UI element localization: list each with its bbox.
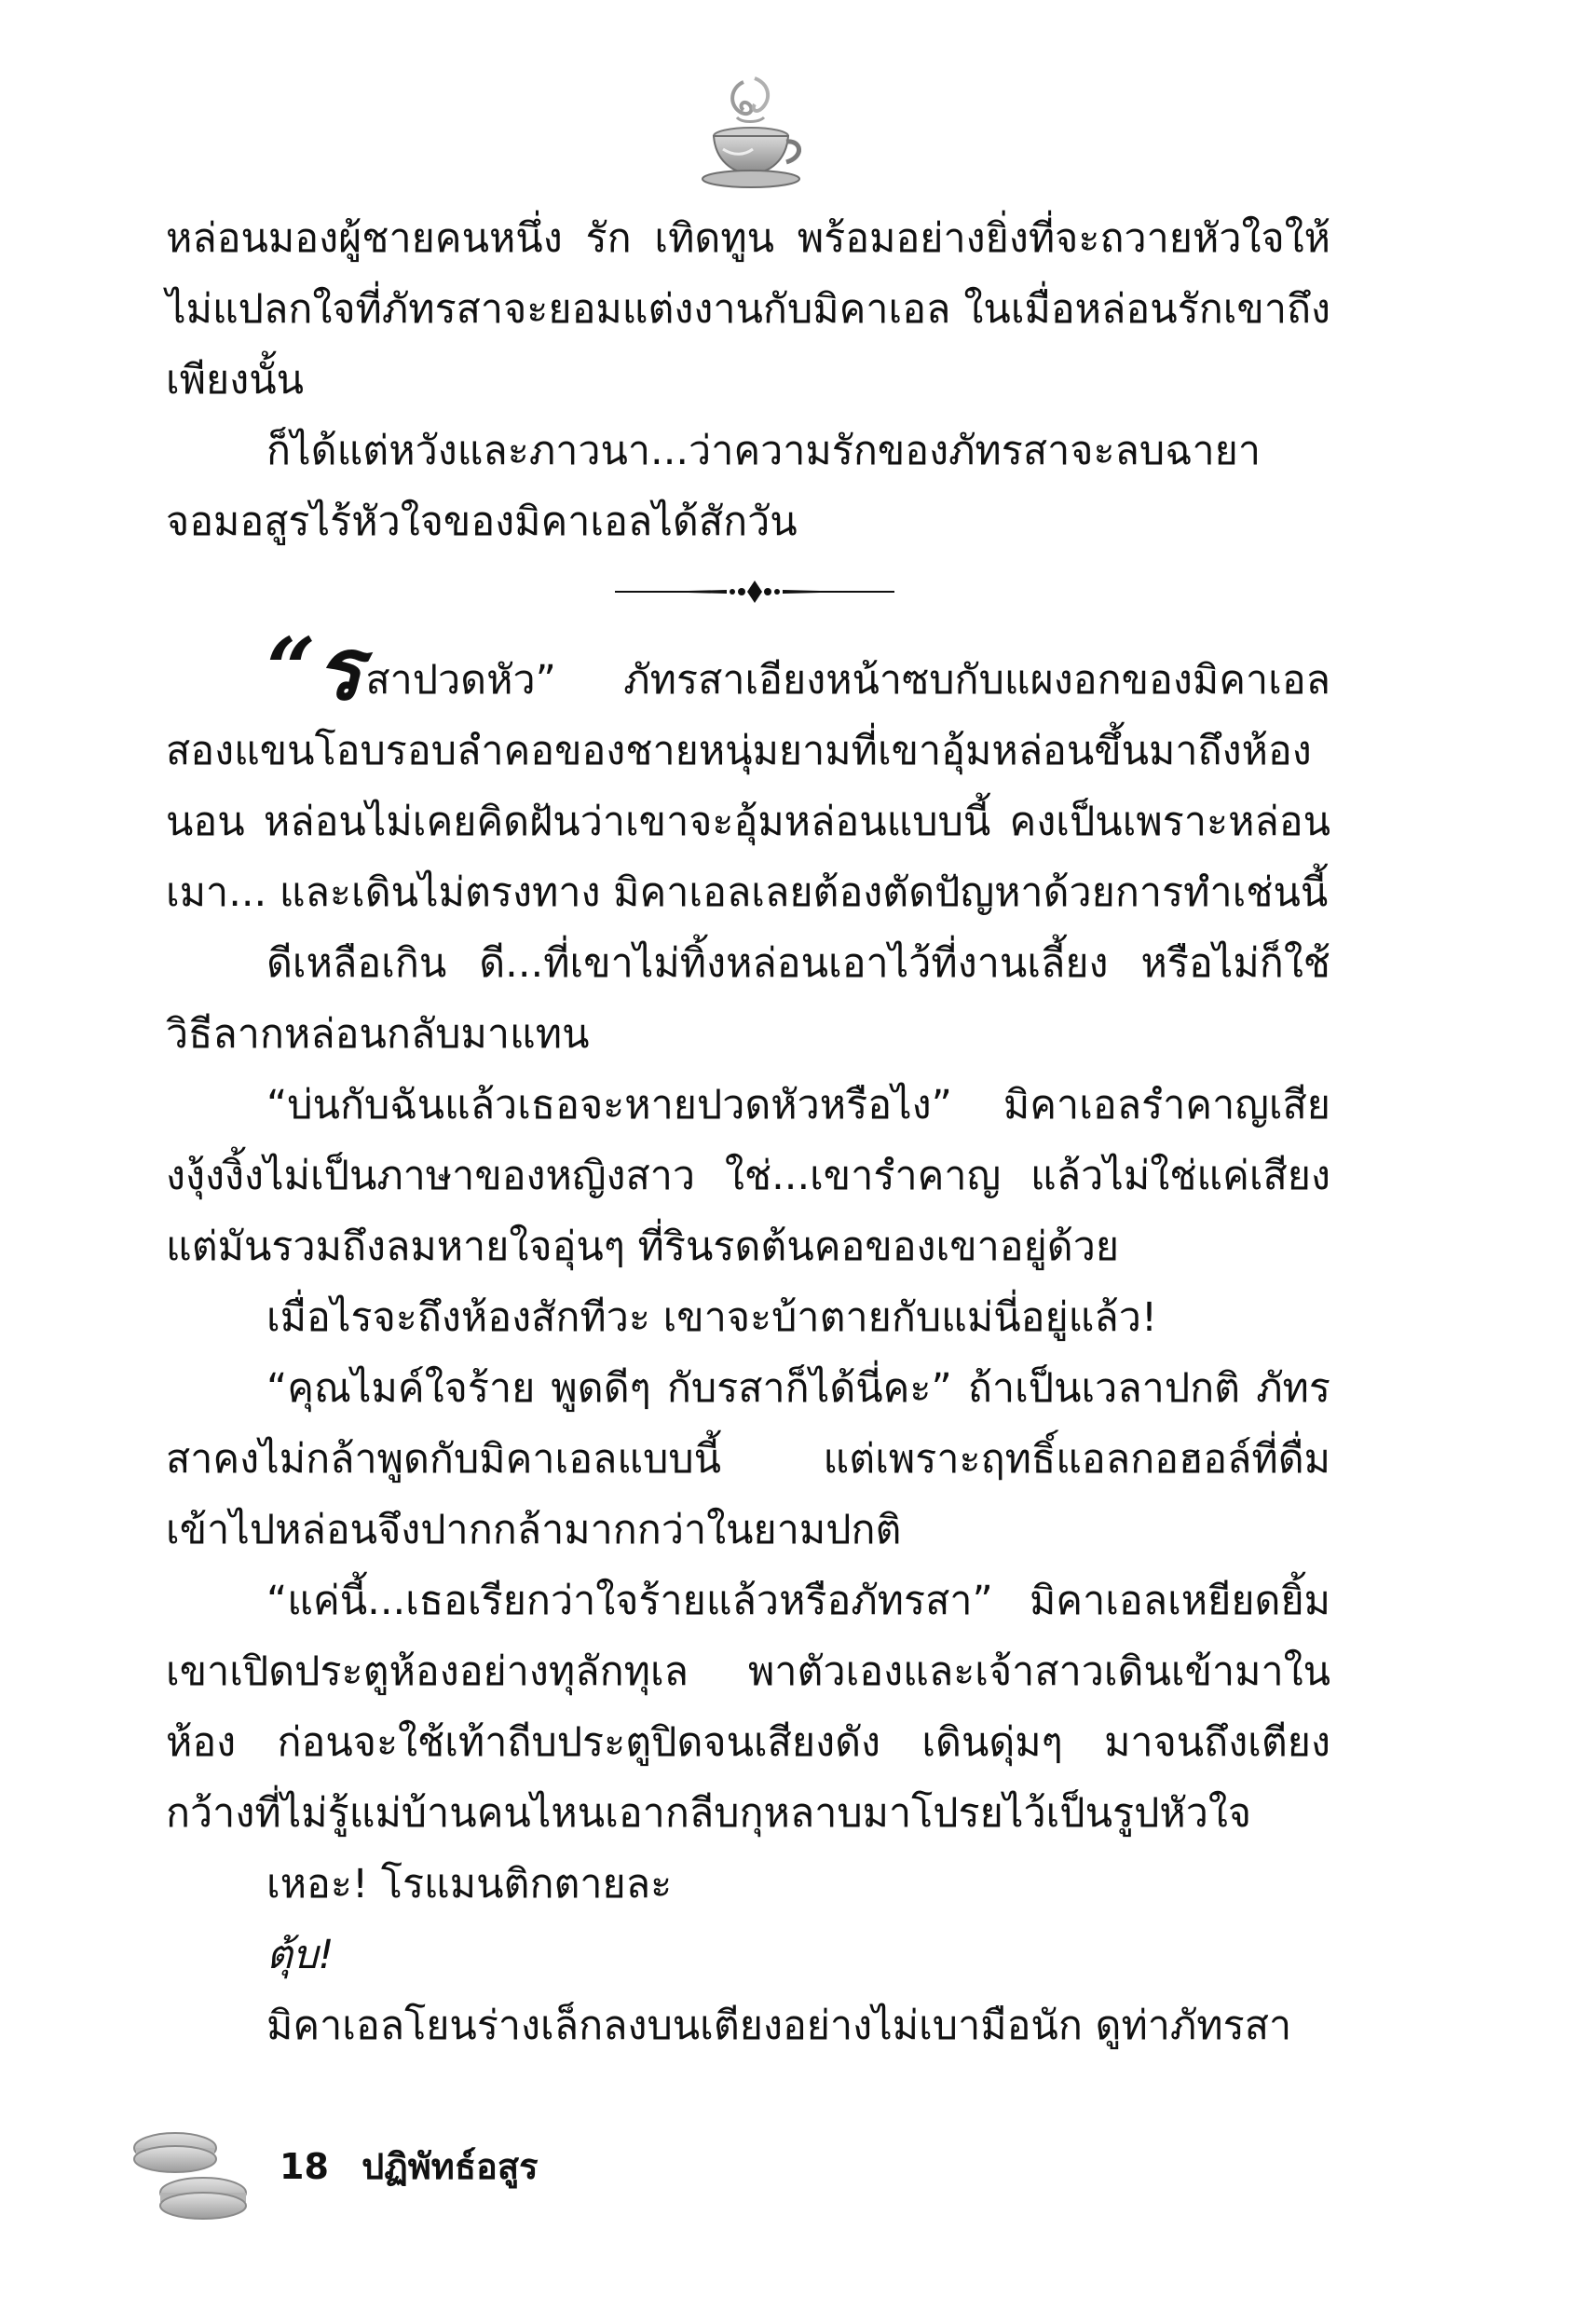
ornamental-divider-icon bbox=[615, 573, 894, 610]
opening-paragraph bbox=[166, 619, 1330, 928]
opening-text: สาปวดหัว” ภัทรสาเอียงหน้าซบกับแผงอกของมิคาเอล สองแขนโอบรอบลำคอของชายหนุ่มยามที่เขาอุ้มหล่อนขึ้นมาถึงห้องนอน หล่อนไม่เคยคิดฝันว่าเขาจะอุ้มหล่อนแบบนี้ คงเป็นเพราะหล่อนเมา... และเดินไม่ตรงทาง มิคาเอลเลยต้องตัดปัญหาด้วยการทำเช่นนี้ bbox=[166, 657, 1330, 916]
paragraph: “คุณไมค์ใจร้าย พูดดีๆ กับรสาก็ได้นี่คะ” ถ้าเป็นเวลาปกติ ภัทรสาคงไม่กล้าพูดกับมิคาเอลแบบนี้ แต่เพราะฤทธิ์แอลกอฮอล์ที่ดื่มเข้าไปหล่อนจึงปากกล้ามากกว่าในยามปกติ bbox=[166, 1365, 1330, 1553]
top-text-block bbox=[166, 203, 1330, 557]
paragraph: หล่อนมองผู้ชายคนหนึ่ง รัก เทิดทูน พร้อมอย่างยิ่งที่จะถวายหัวใจให้ ไม่แปลกใจที่ภัทรสาจะยอมแต่งงานกับมิคาเอล ในเมื่อหล่อนรักเขาถึงเพียงนั้น bbox=[166, 215, 1330, 403]
paragraph: เหอะ! โรแมนติกตายละ bbox=[266, 1861, 673, 1908]
page-footer bbox=[280, 2143, 538, 2190]
paragraph: ก็ได้แต่หวังและภาวนา...ว่าความรักของภัทรสาจะลบฉายาจอมอสูรไร้หัวใจของมิคาเอลได้สักวัน bbox=[166, 428, 1261, 545]
main-text-block bbox=[166, 619, 1330, 2061]
book-title: ปฏิพัทธ์อสูร bbox=[361, 2146, 539, 2187]
teacup-ornament-icon bbox=[686, 75, 816, 196]
paragraph: “บ่นกับฉันแล้วเธอจะหายปวดหัวหรือไง” มิคาเอลรำคาญเสียงงุ้งงิ้งไม่เป็นภาษาของหญิงสาว ใช่...เขารำคาญ แล้วไม่ใช่แค่เสียง แต่มันรวมถึงลมหายใจอุ่นๆ ที่รินรดต้นคอของเขาอยู่ด้วย bbox=[166, 1082, 1330, 1270]
paragraph: มิคาเอลโยนร่างเล็กลงบนเตียงอย่างไม่เบามือนัก ดูท่าภัทรสา bbox=[266, 2003, 1292, 2049]
paragraph: เมื่อไรจะถึงห้องสักทีวะ เขาจะบ้าตายกับแม่นี่อยู่แล้ว! bbox=[266, 1294, 1158, 1341]
paragraph: ดีเหลือเกิน ดี...ที่เขาไม่ทิ้งหล่อนเอาไว้ที่งานเลี้ยง หรือไม่ก็ใช้วิธีลากหล่อนกลับมาแทน bbox=[166, 940, 1330, 1058]
drop-cap: “ร bbox=[266, 619, 362, 719]
page-number: 18 bbox=[280, 2146, 329, 2187]
paragraph: “แค่นี้...เธอเรียกว่าใจร้ายแล้วหรือภัทรสา” มิคาเอลเหยียดยิ้ม เขาเปิดประตูห้องอย่างทุลักทุเล พาตัวเองและเจ้าสาวเดินเข้ามาในห้อง ก่อนจะใช้เท้าถีบประตูปิดจนเสียงดัง เดินดุ่มๆ มาจนถึงเตียงกว้างที่ไม่รู้แม่บ้านคนไหนเอากลีบกุหลาบมาโปรยไว้เป็นรูปหัวใจ bbox=[166, 1578, 1330, 1837]
macaron-icon bbox=[130, 2120, 252, 2227]
sound-effect-line: ตุ้บ! bbox=[266, 1932, 334, 1978]
